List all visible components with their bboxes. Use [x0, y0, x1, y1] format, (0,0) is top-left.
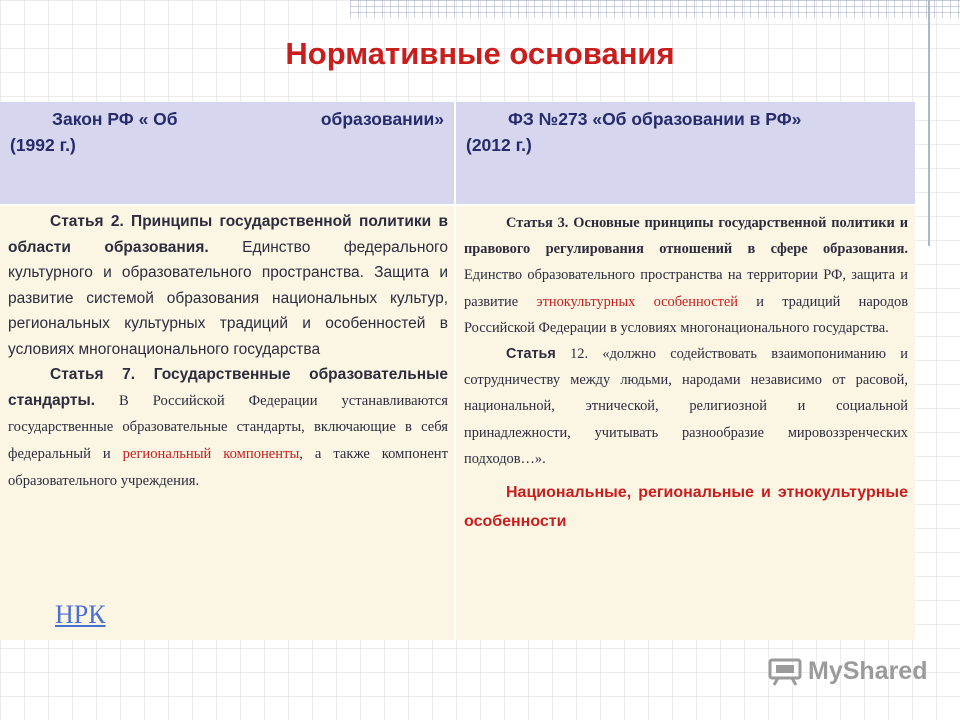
article-2-title: Статья 2. Принципы государственной политики в области образования. — [8, 213, 448, 256]
article-3-paragraph — [464, 210, 908, 341]
left-header-part1 — [10, 106, 178, 132]
article-7-text-highlight: региональный компоненты — [122, 446, 300, 463]
left-header-line1 — [10, 106, 444, 132]
article-7-text-b: , а также компонент образовательного учреждения. — [8, 446, 448, 489]
left-column-header — [0, 102, 456, 204]
article-12-paragraph — [464, 341, 908, 472]
conclusion-text — [464, 478, 908, 536]
article-7-text-a: В Российской Федерации устанавливаются государственные образовательные стандарты, включающие в себя федеральный и — [8, 392, 448, 463]
watermark — [768, 656, 927, 686]
left-header-text-b: образовании» — [320, 109, 444, 129]
article-2-text: Единство федерального культурного и образовательного пространства. Защита и развитие системой образования национальных культур, региональных культурных традиций и особенностей в условиях многонационального государства — [8, 238, 448, 358]
page-title: Нормативные основания — [285, 36, 675, 71]
article-3-text-highlight: этнокультурных особенностей — [536, 293, 738, 310]
right-column-body — [456, 204, 915, 640]
article-3-title: Статья 3. Основные принципы государственной политики и правового регулирования отношений в сфере образования. — [464, 215, 908, 258]
right-header-line1 — [466, 106, 905, 132]
watermark-text: MyShared — [808, 656, 928, 685]
article-7-title: Статья 7. Государственные образовательные стандарты. — [8, 366, 448, 409]
article-2-paragraph — [8, 209, 448, 362]
nrk-link[interactable]: НРК — [55, 600, 106, 629]
article-12-text: 12. «должно содействовать взаимопониманию и сотрудничеству между людьми, народами независимо от расовой, национальной, этнической, религиозной и социальной принадлежности, учитывать разнообразие мировоззренческих подходов…». — [464, 346, 908, 467]
right-header-year: (2012 г.) — [466, 135, 532, 155]
left-column-body — [0, 204, 456, 640]
comparison-table — [0, 102, 915, 640]
left-header-year: (1992 г.) — [10, 135, 76, 155]
article-3-text-a: Единство образовательного пространства на территории РФ, защита и развитие — [464, 267, 908, 310]
projector-icon — [768, 656, 802, 686]
conclusion-label: Национальные, региональные и этнокультурные особенности — [464, 484, 908, 531]
article-12-title: Статья — [506, 346, 556, 363]
decorative-grid-band — [350, 0, 960, 18]
right-header-text: ФЗ №273 «Об образовании в РФ» — [508, 109, 802, 129]
article-3-text-b: и традиций народов Российской Федерации в условиях многонационального государства. — [464, 293, 909, 336]
article-7-heading — [8, 362, 448, 495]
right-column-header — [456, 102, 915, 204]
left-header-text-a: Закон РФ « Об — [52, 109, 178, 129]
